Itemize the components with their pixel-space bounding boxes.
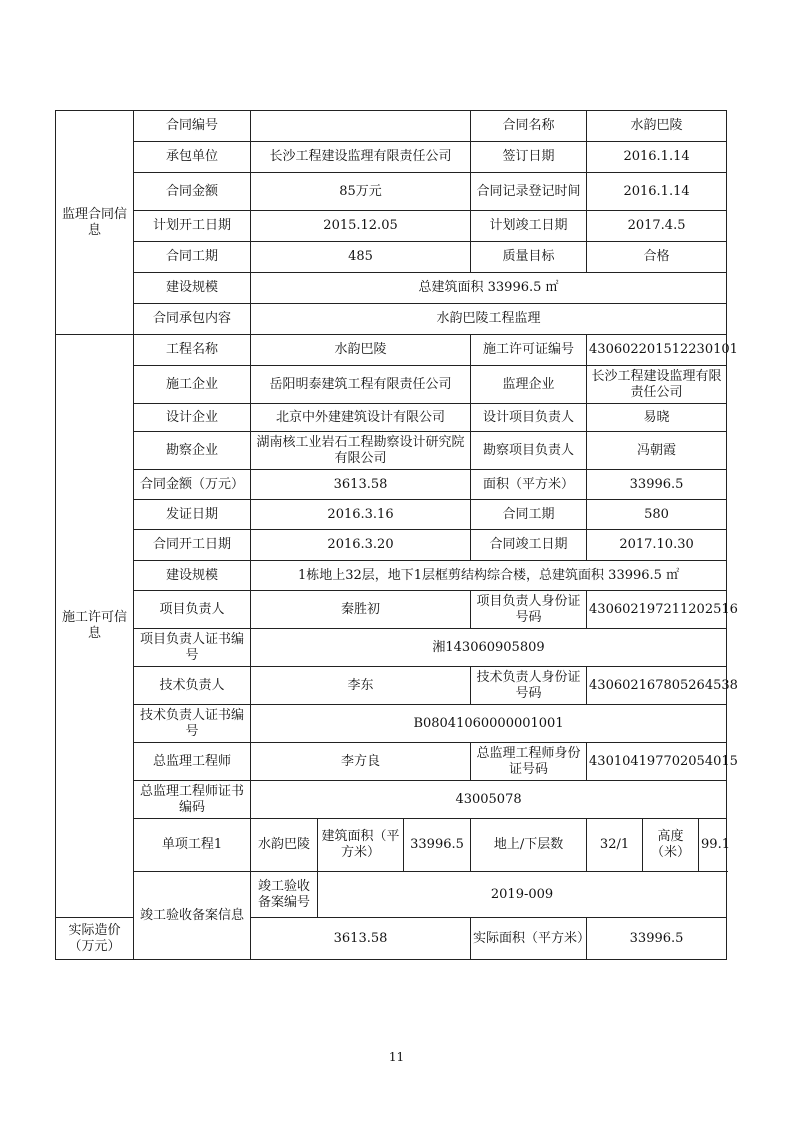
pm-id-label: 项目负责人身份证号码 <box>471 591 587 629</box>
actual-cost-label: 实际造价（万元） <box>56 918 134 960</box>
survey-label: 勘察企业 <box>134 432 251 470</box>
section-completion: 竣工验收备案信息 <box>134 872 251 960</box>
section-permit: 施工许可信息 <box>56 335 134 918</box>
project-name-label: 工程名称 <box>134 335 251 366</box>
actual-area-value: 33996.5 <box>587 918 727 960</box>
permit-no-value: 430602201512230101 <box>587 335 727 366</box>
permit-amount-value: 3613.58 <box>251 470 471 500</box>
chief-engineer-label: 总监理工程师 <box>134 743 251 781</box>
contract-period-value: 485 <box>251 242 471 273</box>
builder-value: 岳阳明泰建筑工程有限责任公司 <box>251 366 471 404</box>
contract-no-label: 合同编号 <box>134 111 251 142</box>
pm-value: 秦胜初 <box>251 591 471 629</box>
permit-scale-label: 建设规模 <box>134 561 251 591</box>
pm-cert-label: 项目负责人证书编号 <box>134 629 251 667</box>
plan-end-value: 2017.4.5 <box>587 211 727 242</box>
permit-area-value: 33996.5 <box>587 470 727 500</box>
record-date-label: 合同记录登记时间 <box>471 173 587 211</box>
permit-period-value: 580 <box>587 500 727 530</box>
contract-content-value: 水韵巴陵工程监理 <box>251 304 727 335</box>
sign-date-value: 2016.1.14 <box>587 142 727 173</box>
chief-id-label: 总监理工程师身份证号码 <box>471 743 587 781</box>
permit-area-label: 面积（平方米） <box>471 470 587 500</box>
contract-end-label: 合同竣工日期 <box>471 530 587 561</box>
supervisor-label: 监理企业 <box>471 366 587 404</box>
contract-start-label: 合同开工日期 <box>134 530 251 561</box>
pm-cert-value: 湘143060905809 <box>251 629 727 667</box>
height-value: 99.1 <box>699 819 727 872</box>
record-no-value: 2019-009 <box>318 872 727 918</box>
contract-start-value: 2016.3.20 <box>251 530 471 561</box>
unit-area-label: 建筑面积（平方米） <box>318 819 404 872</box>
record-date-value: 2016.1.14 <box>587 173 727 211</box>
chief-cert-label: 总监理工程师证书编码 <box>134 781 251 819</box>
unit-area-value: 33996.5 <box>404 819 471 872</box>
plan-end-label: 计划竣工日期 <box>471 211 587 242</box>
sign-date-label: 签订日期 <box>471 142 587 173</box>
permit-no-label: 施工许可证编号 <box>471 335 587 366</box>
contract-amount-value: 85万元 <box>251 173 471 211</box>
plan-start-label: 计划开工日期 <box>134 211 251 242</box>
permit-period-label: 合同工期 <box>471 500 587 530</box>
designer-label: 设计企业 <box>134 404 251 432</box>
issue-date-label: 发证日期 <box>134 500 251 530</box>
contract-name-value: 水韵巴陵 <box>587 111 727 142</box>
chief-cert-value: 43005078 <box>251 781 727 819</box>
actual-cost-value: 3613.58 <box>251 918 471 960</box>
tech-id-label: 技术负责人身份证号码 <box>471 667 587 705</box>
survey-lead-label: 勘察项目负责人 <box>471 432 587 470</box>
contract-amount-label: 合同金额 <box>134 173 251 211</box>
pm-id-value: 430602197211202516 <box>587 591 727 629</box>
unit-project-name: 水韵巴陵 <box>251 819 318 872</box>
contract-name-label: 合同名称 <box>471 111 587 142</box>
survey-lead-value: 冯朝霞 <box>587 432 727 470</box>
record-table <box>55 110 738 960</box>
chief-id-value: 430104197702054015 <box>587 743 727 781</box>
project-name-value: 水韵巴陵 <box>251 335 471 366</box>
issue-date-value: 2016.3.16 <box>251 500 471 530</box>
quality-label: 质量目标 <box>471 242 587 273</box>
contract-period-label: 合同工期 <box>134 242 251 273</box>
supervisor-value: 长沙工程建设监理有限责任公司 <box>587 366 727 404</box>
tech-cert-label: 技术负责人证书编号 <box>134 705 251 743</box>
tech-cert-value: B08041060000001001 <box>251 705 727 743</box>
page-number: 11 <box>388 1050 405 1064</box>
permit-scale-value: 1栋地上32层，地下1层框剪结构综合楼，总建筑面积 33996.5 ㎡ <box>251 561 727 591</box>
builder-label: 施工企业 <box>134 366 251 404</box>
floors-value: 32/1 <box>587 819 643 872</box>
design-lead-label: 设计项目负责人 <box>471 404 587 432</box>
plan-start-value: 2015.12.05 <box>251 211 471 242</box>
supervision-scale-value: 总建筑面积 33996.5 ㎡ <box>251 273 727 304</box>
supervision-scale-label: 建设规模 <box>134 273 251 304</box>
permit-amount-label: 合同金额（万元） <box>134 470 251 500</box>
designer-value: 北京中外建建筑设计有限公司 <box>251 404 471 432</box>
section-supervision: 监理合同信息 <box>56 111 134 335</box>
tech-lead-value: 李东 <box>251 667 471 705</box>
actual-area-label: 实际面积（平方米） <box>471 918 587 960</box>
contract-content-label: 合同承包内容 <box>134 304 251 335</box>
height-label: 高度（米） <box>643 819 699 872</box>
chief-engineer-value: 李方良 <box>251 743 471 781</box>
quality-value: 合格 <box>587 242 727 273</box>
contractor-label: 承包单位 <box>134 142 251 173</box>
record-no-label: 竣工验收备案编号 <box>251 872 318 918</box>
survey-value: 湖南核工业岩石工程勘察设计研究院有限公司 <box>251 432 471 470</box>
design-lead-value: 易晓 <box>587 404 727 432</box>
unit-project-label: 单项工程1 <box>134 819 251 872</box>
pm-label: 项目负责人 <box>134 591 251 629</box>
contract-no-value <box>251 111 471 142</box>
contractor-value: 长沙工程建设监理有限责任公司 <box>251 142 471 173</box>
tech-id-value: 430602167805264538 <box>587 667 727 705</box>
tech-lead-label: 技术负责人 <box>134 667 251 705</box>
floors-label: 地上/下层数 <box>471 819 587 872</box>
contract-end-value: 2017.10.30 <box>587 530 727 561</box>
